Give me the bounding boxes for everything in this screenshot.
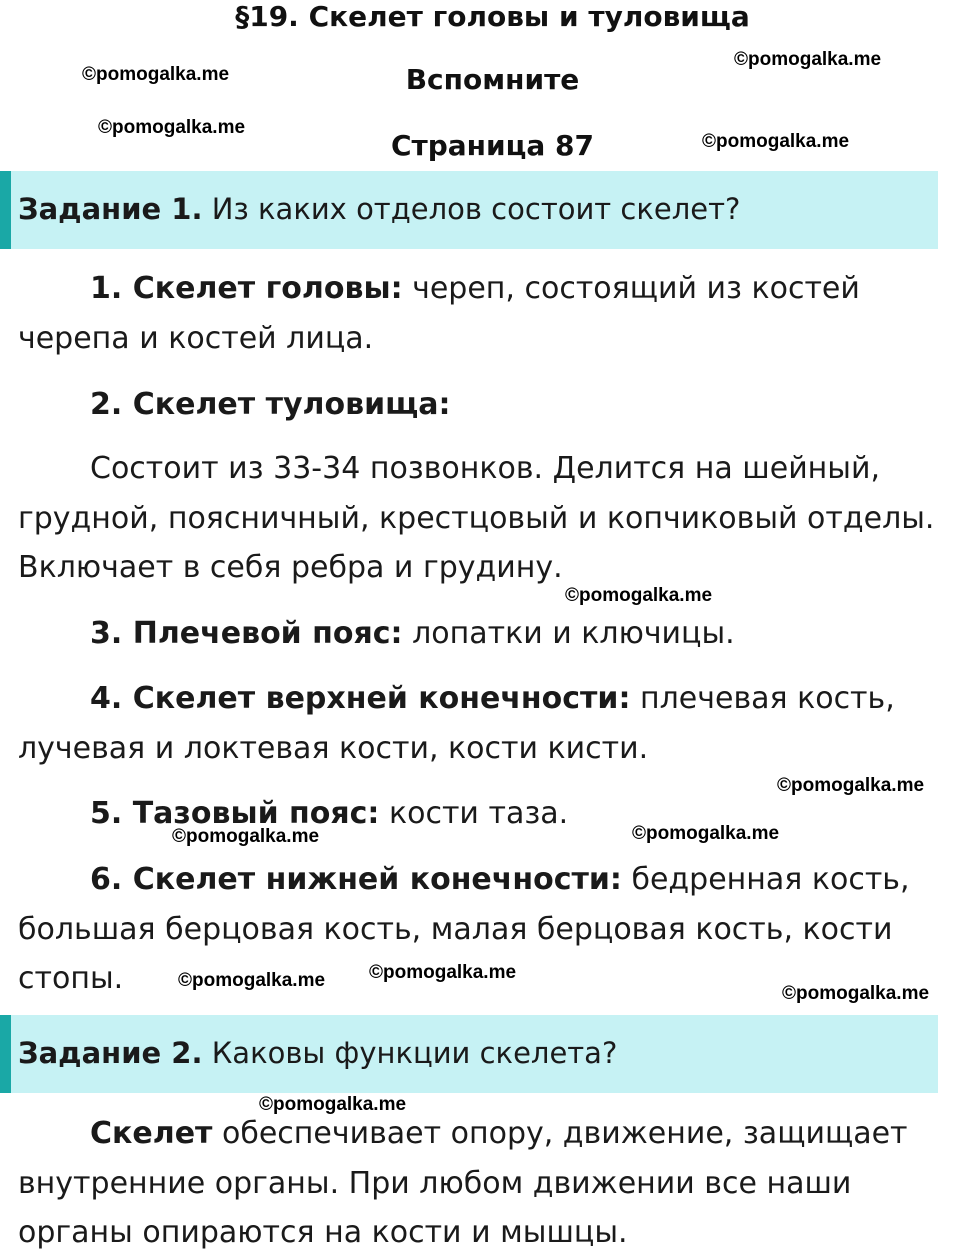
watermark: ©pomogalka.me	[82, 64, 230, 85]
answer-item-2	[18, 380, 958, 430]
item-text: Состоит из 33-34 позвонков. Делится на шейный, грудной, поясничный, крестцовый и копчиковый отделы. Включает в себя ребра и грудину.	[18, 451, 935, 585]
task-2-box	[0, 1015, 938, 1093]
watermark: ©pomogalka.me	[369, 962, 517, 983]
item-text: лопатки и ключицы.	[412, 616, 735, 651]
answer-item-4	[18, 674, 958, 773]
watermark: ©pomogalka.me	[702, 131, 850, 152]
answer-item-1	[18, 264, 958, 363]
item-label: 3. Плечевой пояс:	[90, 616, 403, 651]
answer-item-2-text	[18, 444, 958, 593]
watermark: ©pomogalka.me	[734, 49, 882, 70]
item-text: плечевая кость, лучевая и локтевая кости, кости кисти.	[18, 681, 895, 766]
page-title: §19. Скелет головы и туловища	[235, 0, 750, 33]
item-label: 2. Скелет туловища:	[90, 387, 451, 422]
watermark: ©pomogalka.me	[98, 117, 246, 138]
item-text: бедренная кость, большая берцовая кость, малая берцовая кость, кости стопы.	[18, 862, 910, 996]
answer-2	[18, 1109, 958, 1258]
item-text: кости таза.	[388, 796, 569, 831]
answer-item-3	[18, 609, 958, 659]
answer-2-text: обеспечивает опору, движение, защищает внутренние органы. При любом движении все наши органы опираются на кости и мышцы.	[18, 1116, 908, 1250]
watermark: ©pomogalka.me	[565, 585, 713, 606]
item-label: 6. Скелет нижней конечности:	[90, 862, 622, 897]
item-label: 4. Скелет верхней конечности:	[90, 681, 631, 716]
section-subtitle: Вспомните	[405, 63, 580, 96]
task-1-heading	[18, 191, 740, 227]
item-label: 5. Тазовый пояс:	[90, 796, 380, 831]
watermark: ©pomogalka.me	[172, 826, 320, 847]
task-1-question: Из каких отделов состоит скелет?	[211, 192, 741, 226]
answer-item-5	[18, 789, 958, 839]
task-2-question: Каковы функции скелета?	[211, 1036, 618, 1070]
answer-2-bold: Скелет	[90, 1116, 213, 1151]
watermark: ©pomogalka.me	[632, 823, 780, 844]
item-text: череп, состоящий из костей черепа и костей лица.	[18, 271, 860, 356]
item-label: 1. Скелет головы:	[90, 271, 403, 306]
watermark: ©pomogalka.me	[777, 775, 925, 796]
task-1-box	[0, 171, 938, 249]
task-2-label: Задание 2.	[18, 1036, 203, 1070]
page-number: Страница 87	[390, 129, 595, 162]
watermark: ©pomogalka.me	[178, 970, 326, 991]
watermark: ©pomogalka.me	[259, 1094, 407, 1115]
task-1-label: Задание 1.	[18, 192, 203, 226]
watermark: ©pomogalka.me	[782, 983, 930, 1004]
task-2-heading	[18, 1035, 617, 1071]
